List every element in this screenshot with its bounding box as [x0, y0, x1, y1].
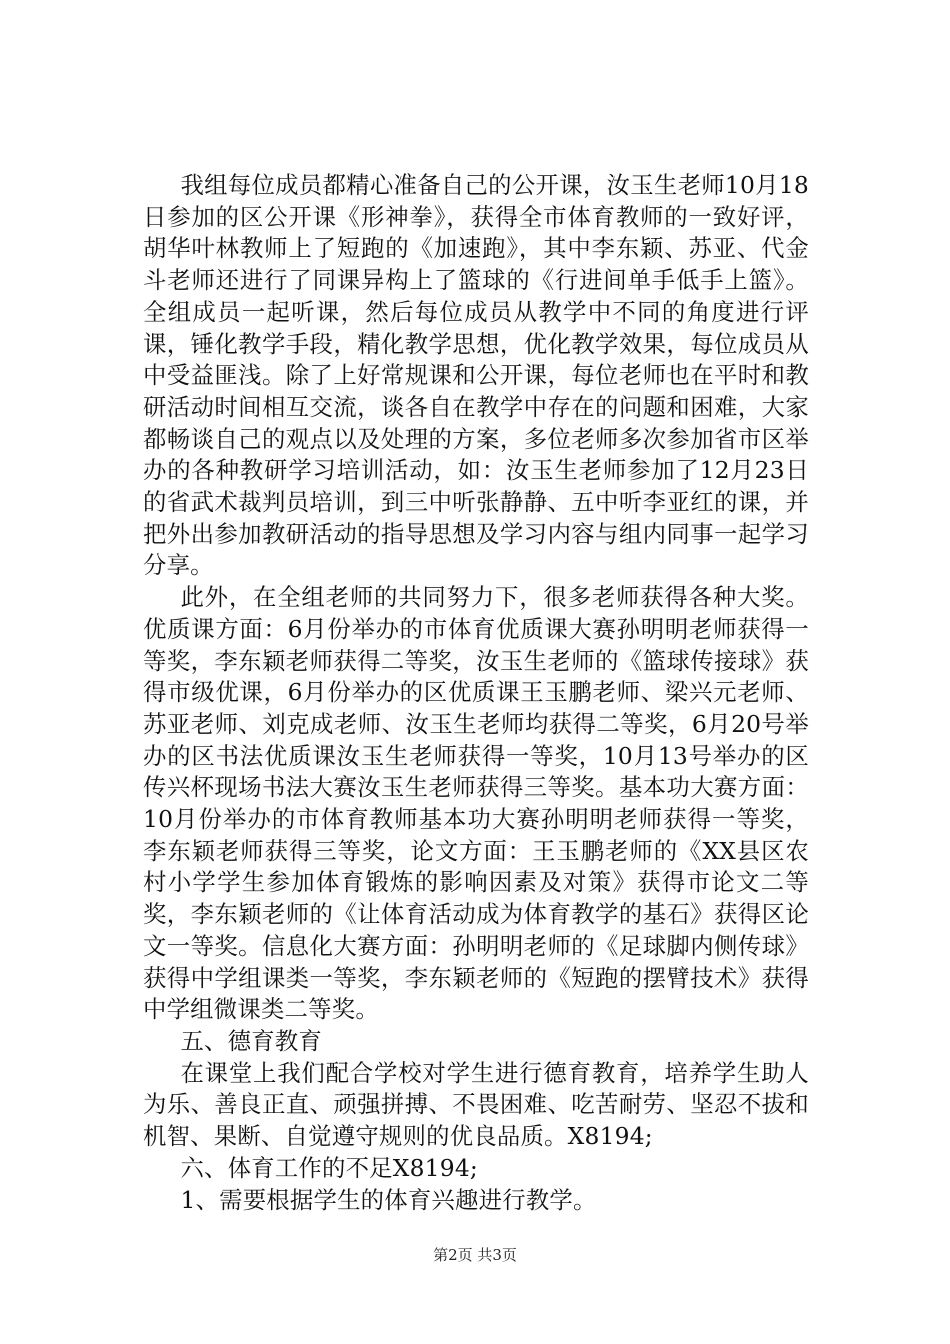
page-number-footer: 第2页 共3页	[433, 1246, 517, 1264]
heading-moral-education: 五、德育教育	[180, 1026, 322, 1055]
heading-shortcomings: 六、体育工作的不足X8194;	[180, 1153, 479, 1182]
paragraph-public-lessons: 我组每位成员都精心准备自己的公开课，汝玉生老师10月18日参加的区公开课《形神拳》，获得全市体育教师的一致好评，胡华叶林教师上了短跑的《加速跑》，其中李东颖、苏亚、代金斗老师还进行了同课异构上了篮球的《行进间单手低手上篮》。全组成员一起听课，然后每位成员从教学中不同的角度进行评课，锤化教学手段，精化教学思想，优化教学效果，每位成员从中受益匪浅。除了上好常规课和公开课，每位老师也在平时和教研活动时间相互交流，谈各自在教学中存在的问题和困难，大家都畅谈自己的观点以及处理的方案，多位老师多次参加省市区举办的各种教研学习培训活动，如：汝玉生老师参加了12月23日的省武术裁判员培训，到三中听张静静、五中听李亚红的课，并把外出参加教研活动的指导思想及学习内容与组内同事一起学习分享。	[143, 171, 809, 580]
paragraph-awards: 此外，在全组老师的共同努力下，很多老师获得各种大奖。优质课方面：6月份举办的市体育优质课大赛孙明明老师获得一等奖，李东颖老师获得二等奖，汝玉生老师的《篮球传接球》获得市级优课，6月份举办的区优质课王玉鹏老师、梁兴元老师、苏亚老师、刘克成老师、汝玉生老师均获得二等奖，6月20号举办的区书法优质课汝玉生老师获得一等奖，10月13号举办的区传兴杯现场书法大赛汝玉生老师获得三等奖。基本功大赛方面：10月份举办的市体育教师基本功大赛孙明明老师获得一等奖，李东颖老师获得三等奖，论文方面：王玉鹏老师的《XX县区农村小学学生参加体育锻炼的影响因素及对策》获得市论文二等奖，李东颖老师的《让体育活动成为体育教学的基石》获得区论文一等奖。信息化大赛方面：孙明明老师的《足球脚内侧传球》获得中学组课类一等奖，李东颖老师的《短跑的摆臂技术》获得中学组微课类二等奖。	[143, 583, 809, 1024]
paragraph-shortcoming-1: 1、需要根据学生的体育兴趣进行教学。	[180, 1185, 597, 1214]
paragraph-moral-education: 在课堂上我们配合学校对学生进行德育教育，培养学生助人为乐、善良正直、顽强拼搏、不畏困难、吃苦耐劳、坚忍不拔和机智、果断、自觉遵守规则的优良品质。X8194;	[143, 1058, 809, 1151]
document-body	[143, 170, 809, 1216]
